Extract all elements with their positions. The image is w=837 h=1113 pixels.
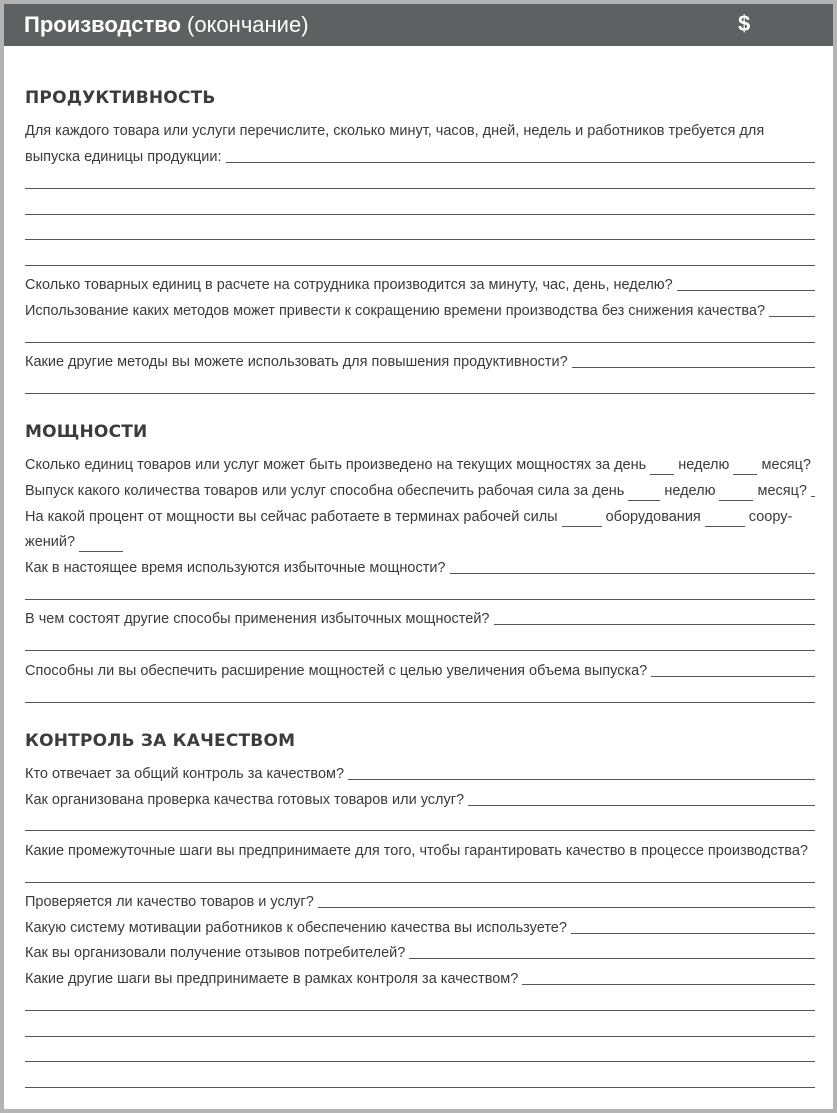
week-label: неделю bbox=[664, 483, 716, 499]
month-label: месяц? bbox=[757, 483, 807, 499]
question-row bbox=[25, 557, 815, 577]
question-label: Как вы организовали получение отзывов потребителей? bbox=[25, 945, 406, 961]
answer-line[interactable] bbox=[25, 650, 815, 651]
question-row bbox=[25, 840, 815, 860]
answer-line[interactable] bbox=[226, 162, 816, 163]
question-row bbox=[25, 351, 815, 371]
equipment-blank[interactable] bbox=[705, 512, 745, 527]
question-row bbox=[25, 506, 815, 526]
question-label: Сколько единиц товаров или услуг может быть произведено на текущих мощностях за день bbox=[25, 457, 647, 473]
week-blank[interactable] bbox=[733, 460, 757, 475]
answer-line[interactable] bbox=[25, 599, 815, 600]
answer-line[interactable] bbox=[25, 214, 815, 215]
day-blank[interactable] bbox=[628, 486, 660, 501]
answer-line[interactable] bbox=[571, 933, 815, 934]
question-label: Выпуск какого количества товаров или услуг способна обеспечить рабочая сила за день bbox=[25, 483, 625, 499]
question-label: Проверяется ли качество товаров и услуг? bbox=[25, 894, 314, 910]
answer-line[interactable] bbox=[468, 805, 815, 806]
day-blank[interactable] bbox=[650, 460, 674, 475]
section-heading-capacity: МОЩНОСТИ bbox=[25, 422, 148, 442]
equipment-label: оборудования bbox=[605, 509, 701, 525]
answer-line[interactable] bbox=[651, 676, 815, 677]
question-row bbox=[25, 968, 815, 988]
answer-line[interactable] bbox=[409, 958, 815, 959]
answer-line[interactable] bbox=[677, 290, 815, 291]
question-row bbox=[25, 763, 815, 783]
question-label: На какой процент от мощности вы сейчас работаете в терминах рабочей силы bbox=[25, 509, 558, 525]
question-row bbox=[25, 300, 815, 320]
question-row bbox=[25, 531, 815, 551]
question-label: Как организована проверка качества готовых товаров или услуг? bbox=[25, 792, 465, 808]
answer-line[interactable] bbox=[494, 624, 816, 625]
page-title bbox=[24, 13, 309, 37]
question-label: Как в настоящее время используются избыточные мощности? bbox=[25, 560, 446, 576]
answer-line[interactable] bbox=[25, 1061, 815, 1062]
answer-line[interactable] bbox=[25, 265, 815, 266]
title-bold: Производство bbox=[24, 12, 181, 37]
question-label: Кто отвечает за общий контроль за качеством? bbox=[25, 766, 345, 782]
title-subtitle: (окончание) bbox=[180, 12, 309, 37]
dollar-icon: $ bbox=[738, 11, 751, 36]
header-bar bbox=[4, 4, 833, 46]
question-label: Какие другие шаги вы предпринимаете в рамках контроля за качеством? bbox=[25, 971, 519, 987]
question-row bbox=[25, 917, 815, 937]
facilities-blank[interactable] bbox=[79, 537, 123, 552]
answer-line[interactable] bbox=[25, 882, 815, 883]
month-blank[interactable] bbox=[811, 496, 815, 497]
answer-line[interactable] bbox=[450, 573, 816, 574]
answer-line[interactable] bbox=[25, 239, 815, 240]
question-row bbox=[25, 120, 815, 140]
answer-line[interactable] bbox=[769, 316, 815, 317]
answer-line[interactable] bbox=[25, 1036, 815, 1037]
form-page bbox=[4, 4, 833, 1109]
question-row bbox=[25, 608, 815, 628]
facilities-label: соору- bbox=[748, 509, 793, 525]
question-row bbox=[25, 942, 815, 962]
question-label: Сколько товарных единиц в расчете на сотрудника производится за минуту, час, день, неделю? bbox=[25, 277, 673, 293]
answer-line[interactable] bbox=[25, 1010, 815, 1011]
question-row bbox=[25, 660, 815, 680]
question-label: Способны ли вы обеспечить расширение мощностей с целью увеличения объема выпуска? bbox=[25, 663, 648, 679]
answer-line[interactable] bbox=[522, 984, 815, 985]
labor-blank[interactable] bbox=[562, 512, 602, 527]
question-row bbox=[25, 146, 815, 166]
question-label: Использование каких методов может привести к сокращению времени производства без снижения качества? bbox=[25, 303, 766, 319]
question-label: Для каждого товара или услуги перечислите, сколько минут, часов, дней, недель и работников требуется для bbox=[25, 123, 765, 139]
question-row bbox=[25, 274, 815, 294]
answer-line[interactable] bbox=[25, 188, 815, 189]
answer-line[interactable] bbox=[318, 907, 815, 908]
answer-line[interactable] bbox=[572, 367, 815, 368]
question-row bbox=[25, 789, 815, 809]
month-label: месяц? bbox=[761, 457, 811, 473]
answer-line[interactable] bbox=[348, 779, 815, 780]
question-row bbox=[25, 480, 815, 500]
section-heading-quality-control: КОНТРОЛЬ ЗА КАЧЕСТВОМ bbox=[25, 731, 296, 751]
question-label: выпуска единицы продукции: bbox=[25, 149, 222, 165]
question-label: Какие другие методы вы можете использовать для повышения продуктивности? bbox=[25, 354, 568, 370]
question-row bbox=[25, 454, 815, 474]
answer-line[interactable] bbox=[25, 393, 815, 394]
question-row bbox=[25, 891, 815, 911]
answer-line[interactable] bbox=[25, 342, 815, 343]
answer-line[interactable] bbox=[25, 1087, 815, 1088]
week-label: неделю bbox=[678, 457, 730, 473]
answer-line[interactable] bbox=[25, 830, 815, 831]
question-label: Какие промежуточные шаги вы предпринимаете для того, чтобы гарантировать качество в процессе производства? bbox=[25, 843, 808, 859]
section-heading-productivity: ПРОДУКТИВНОСТЬ bbox=[25, 88, 216, 108]
question-label: Какую систему мотивации работников к обеспечению качества вы используете? bbox=[25, 920, 567, 936]
facilities-label-cont: жений? bbox=[25, 534, 76, 550]
question-label: В чем состоят другие способы применения избыточных мощностей? bbox=[25, 611, 490, 627]
answer-line[interactable] bbox=[25, 702, 815, 703]
week-blank[interactable] bbox=[719, 486, 753, 501]
